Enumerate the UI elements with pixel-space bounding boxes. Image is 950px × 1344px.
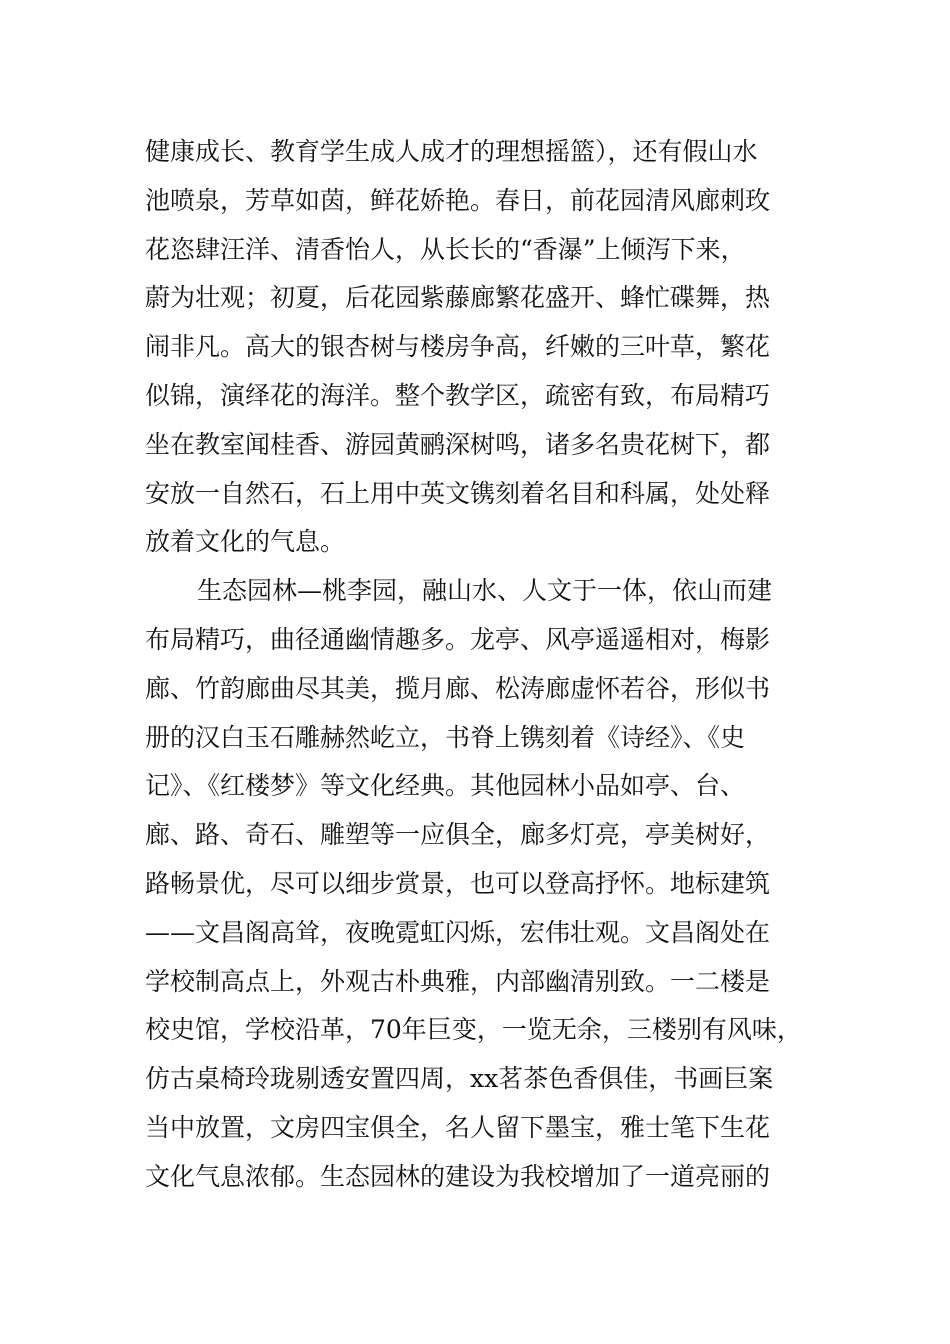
text-line: 健康成长、教育学生成人成才的理想摇篮），还有假山水 — [145, 137, 758, 166]
text-line: ——文昌阁高耸，夜晚霓虹闪烁，宏伟壮观。文昌阁处在 — [145, 917, 771, 947]
text-line: 路畅景优，尽可以细步赏景，也可以登高抒怀。地标建筑 — [145, 868, 771, 898]
text-line: 当中放置，文房四宝俱全，名人留下墨宝，雅士笔下生花 — [145, 1112, 771, 1142]
text-line: 记》、《红楼梦》等文化经典。其他园林小品如亭、台、 — [145, 771, 746, 801]
text-line: 池喷泉，芳草如茵，鲜花娇艳。春日，前花园清风廊刺玫 — [145, 185, 771, 215]
text-line: 册的汉白玉石雕赫然屹立，书脊上镌刻着《诗经》、《史 — [145, 722, 746, 752]
paragraph-2 — [145, 567, 815, 1201]
text-line: 闹非凡。高大的银杏树与楼房争高，纤嫩的三叶草，繁花 — [145, 332, 771, 362]
text-line: 校史馆，学校沿革，70年巨变，一览无余，三楼别有风味， — [145, 1015, 802, 1045]
text-line: 安放一自然石，石上用中英文镌刻着名目和科属，处处释 — [145, 478, 771, 508]
text-line: 似锦，演绎花的海洋。整个教学区，疏密有致，布局精巧 — [145, 380, 771, 410]
text-line: 花恣肆汪洋、清香怡人，从长长的“香瀑”上倾泻下来， — [145, 234, 746, 264]
text-line: 学校制高点上，外观古朴典雅，内部幽清别致。一二楼是 — [145, 966, 771, 996]
body-text — [145, 128, 815, 1202]
paragraph-1 — [145, 128, 815, 567]
text-line: 放着文化的气息。 — [145, 527, 346, 557]
text-line: 仿古桌椅玲珑剔透安置四周，xx茗茶色香俱佳，书画巨案 — [145, 1064, 774, 1094]
text-line: 蔚为壮观；初夏，后花园紫藤廊繁花盛开、蜂忙碟舞，热 — [145, 283, 771, 313]
text-line: 坐在教室闻桂香、游园黄鹂深树鸣，诸多名贵花树下，都 — [145, 429, 771, 459]
text-line: 廊、竹韵廊曲尽其美，揽月廊、松涛廊虚怀若谷，形似书 — [145, 673, 771, 703]
text-line-first: 生态园林—桃李园，融山水、人文于一体，依山而建 — [197, 576, 773, 606]
text-line: 廊、路、奇石、雕塑等一应俱全，廊多灯亮，亭美树好， — [145, 820, 771, 850]
text-line: 文化气息浓郁。生态园林的建设为我校增加了一道亮丽的 — [145, 1161, 771, 1191]
text-line: 布局精巧，曲径通幽情趣多。龙亭、风亭遥遥相对，梅影 — [145, 624, 771, 654]
